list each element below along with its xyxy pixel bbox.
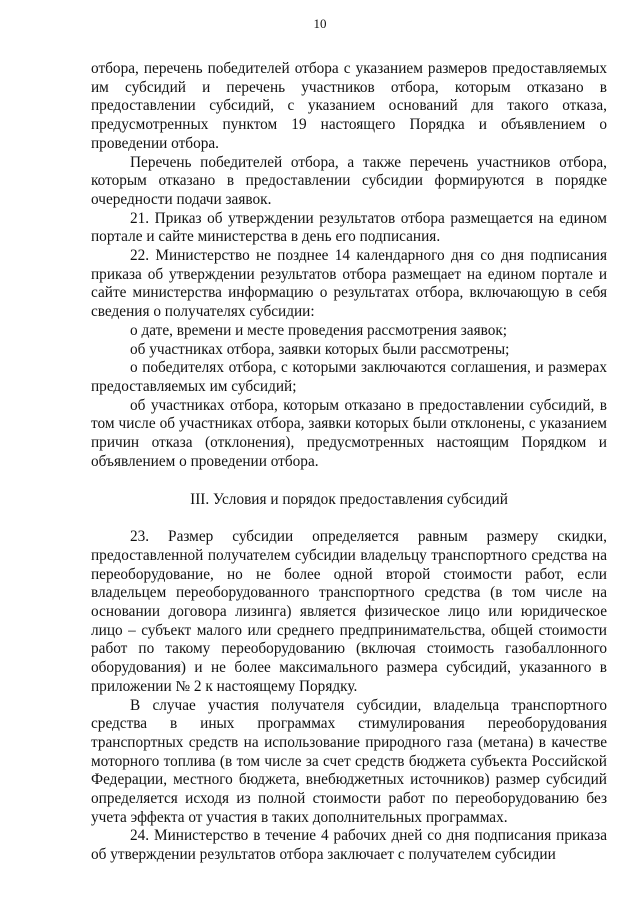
paragraph: Перечень победителей отбора, а также перечень участников отбора, которым отказано в предоставлении субсидии формируются в порядке очередности подачи заявок. (91, 153, 607, 208)
paragraph-clause-21: 21. Приказ об утверждении результатов отбора размещается на едином портале и сайте министерства в день его подписания. (91, 209, 607, 246)
paragraph-clause-23: 23. Размер субсидии определяется равным размеру скидки, предоставленной получателем субсидии владельцу транспортного средства на переоборудование, но не более одной второй стоимости работ, если владельцем переоборудованного транспортного средства (в том числе на основании договора лизинга) является физическое лицо или юридическое лицо – субъект малого или среднего предпринимательства, общей стоимости работ по такому переоборудованию (включая стоимость газобаллонного оборудования) и не более максимального размера субсидий, указанного в приложении № 2 к настоящему Порядку. (91, 528, 607, 695)
list-item: об участниках отбора, которым отказано в предоставлении субсидий, в том числе об участниках отбора, заявки которых были отклонены, с указанием причин отказа (отклонения), предусмотренных настоящим Порядком и объявлением о проведении отбора. (91, 396, 607, 470)
paragraph: В случае участия получателя субсидии, владельца транспортного средства в иных программах стимулирования переоборудования транспортных средств на использование природного газа (метана) в качестве моторного топлива (в том числе за счет средств бюджета субъекта Российской Федерации, местного бюджета, внебюджетных источников) размер субсидий определяется исходя из полной стоимости работ по переоборудованию без учета эффекта от участия в таких дополнительных программах. (91, 696, 607, 826)
list-item: об участниках отбора, заявки которых были рассмотрены; (130, 340, 510, 358)
paragraph-clause-24: 24. Министерство в течение 4 рабочих дней со дня подписания приказа об утверждении результатов отбора заключает с получателем субсидии (91, 827, 607, 864)
paragraph-continuation: отбора, перечень победителей отбора с указанием размеров предоставляемых им субсидий и перечень участников отбора, которым отказано в предоставлении субсидий, с указанием оснований для такого отказа, предусмотренных пунктом 19 настоящего Порядка и объявлением о проведении отбора. (91, 60, 607, 152)
section-heading: III. Условия и порядок предоставления субсидий (190, 491, 508, 509)
page-number: 10 (313, 16, 327, 31)
document-body (91, 60, 607, 865)
paragraph-clause-22: 22. Министерство не позднее 14 календарного дня со дня подписания приказа об утверждении результатов отбора размещает на едином портале и сайте министерства информацию о результатах отбора, включающую в себя сведения о получателях субсидии: (91, 247, 607, 321)
list-item: о победителях отбора, с которыми заключаются соглашения, и размерах предоставляемых им субсидий; (91, 359, 607, 395)
list-item: о дате, времени и месте проведения рассмотрения заявок; (130, 321, 508, 339)
